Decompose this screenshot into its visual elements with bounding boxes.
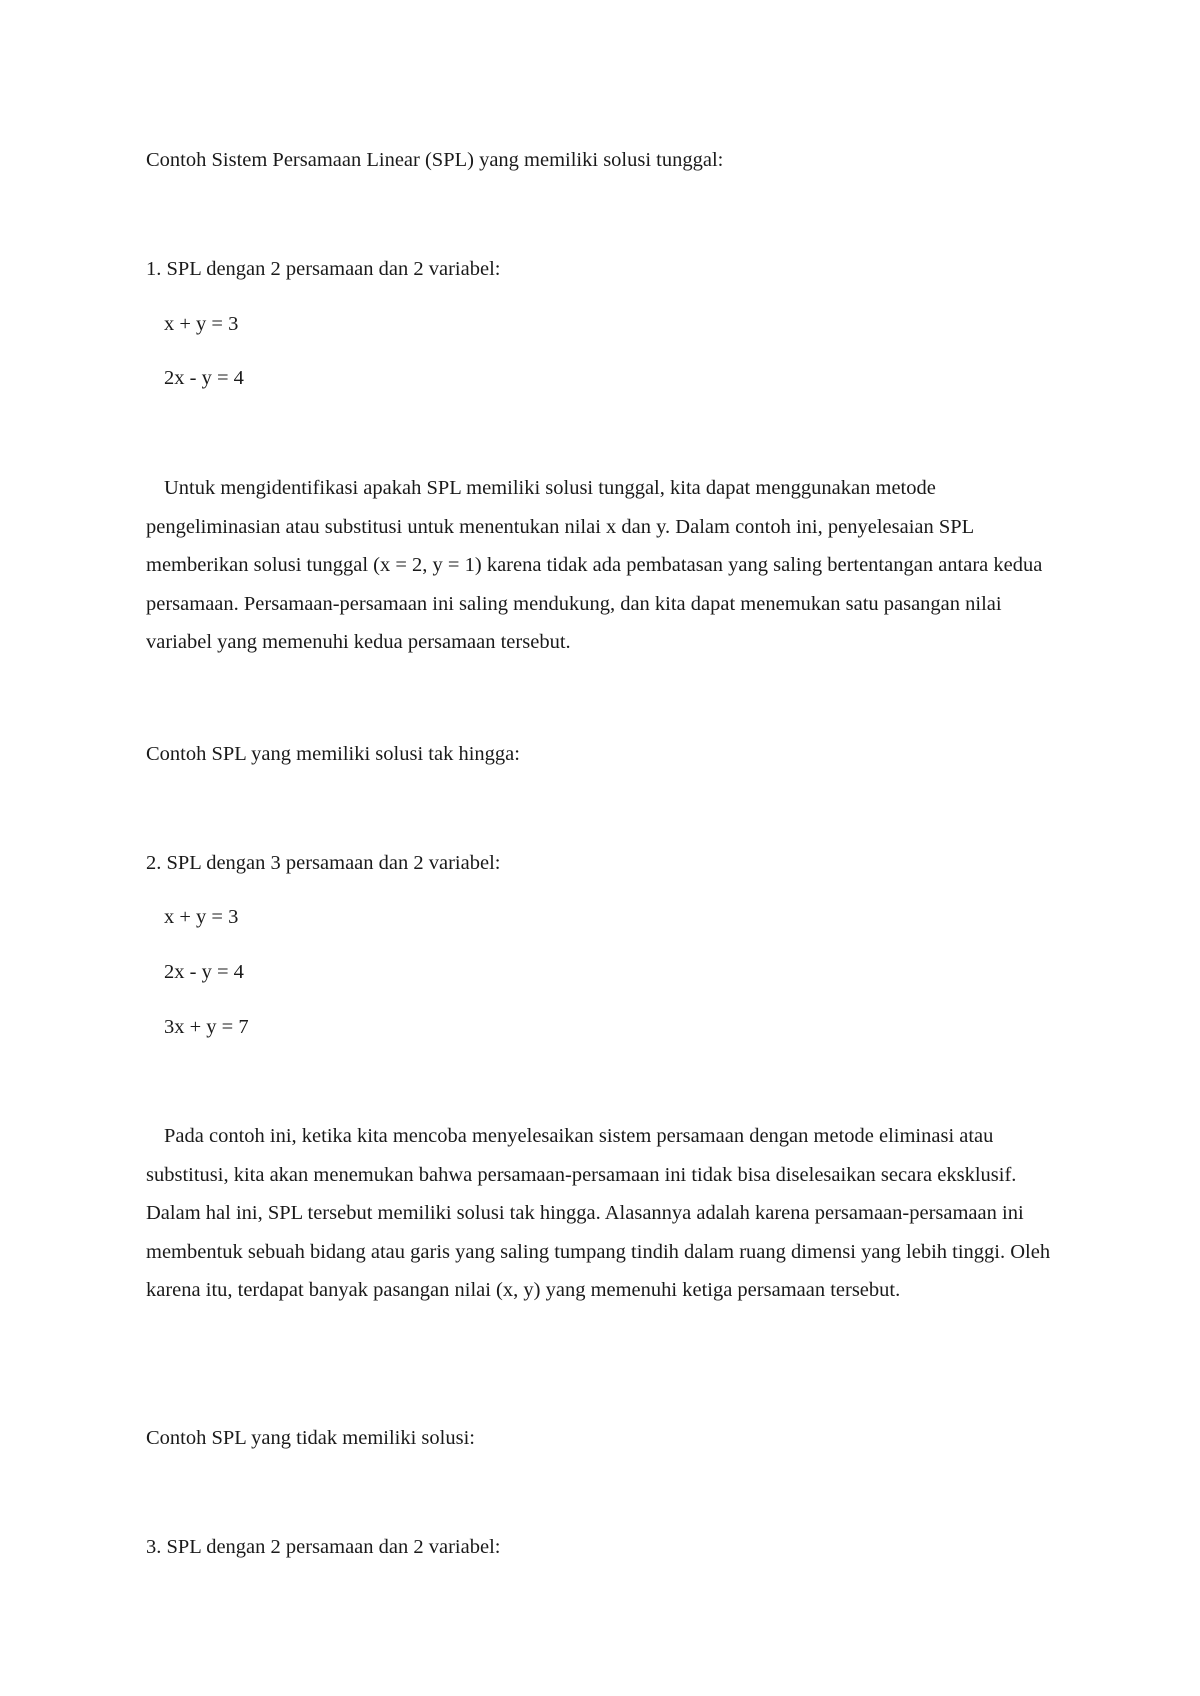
example-2-equation-2: 2x - y = 4 — [164, 961, 244, 983]
example-1-equation-1: x + y = 3 — [164, 313, 239, 335]
example-2-explanation: Pada contoh ini, ketika kita mencoba menyelesaikan sistem persamaan dengan metode eliminasi atau substitusi, kita akan menemukan bahwa persamaan-persamaan ini tidak bisa diselesaikan secara eksklusif. Dalam hal ini, SPL tersebut memiliki solusi tak hingga. Alasannya adalah karena persamaan-persamaan ini membentuk sebuah bidang atau garis yang saling tumpang tindih dalam ruang dimensi yang lebih tinggi. Oleh karena itu, terdapat banyak pasangan nilai (x, y) yang memenuhi ketiga persamaan tersebut. — [146, 1125, 1051, 1301]
example-2-equation-1: x + y = 3 — [164, 906, 239, 928]
example-2-title: 2. SPL dengan 3 persamaan dan 2 variabel: — [146, 852, 501, 874]
example-1-equation-2: 2x - y = 4 — [164, 367, 244, 389]
example-3-title: 3. SPL dengan 2 persamaan dan 2 variabel: — [146, 1536, 501, 1558]
heading-infinite-solution: Contoh SPL yang memiliki solusi tak hingga: — [146, 743, 520, 765]
example-2-equation-3: 3x + y = 7 — [164, 1016, 249, 1038]
heading-unique-solution: Contoh Sistem Persamaan Linear (SPL) yang memiliki solusi tunggal: — [146, 149, 724, 171]
example-1-explanation: Untuk mengidentifikasi apakah SPL memiliki solusi tunggal, kita dapat menggunakan metode pengeliminasian atau substitusi untuk menentukan nilai x dan y. Dalam contoh ini, penyelesaian SPL memberikan solusi tunggal (x = 2, y = 1) karena tidak ada pembatasan yang saling bertentangan antara kedua persamaan. Persamaan-persamaan ini saling mendukung, dan kita dapat menemukan satu pasangan nilai variabel yang memenuhi kedua persamaan tersebut. — [146, 477, 1043, 653]
example-1-title: 1. SPL dengan 2 persamaan dan 2 variabel: — [146, 258, 501, 280]
heading-no-solution: Contoh SPL yang tidak memiliki solusi: — [146, 1427, 475, 1449]
